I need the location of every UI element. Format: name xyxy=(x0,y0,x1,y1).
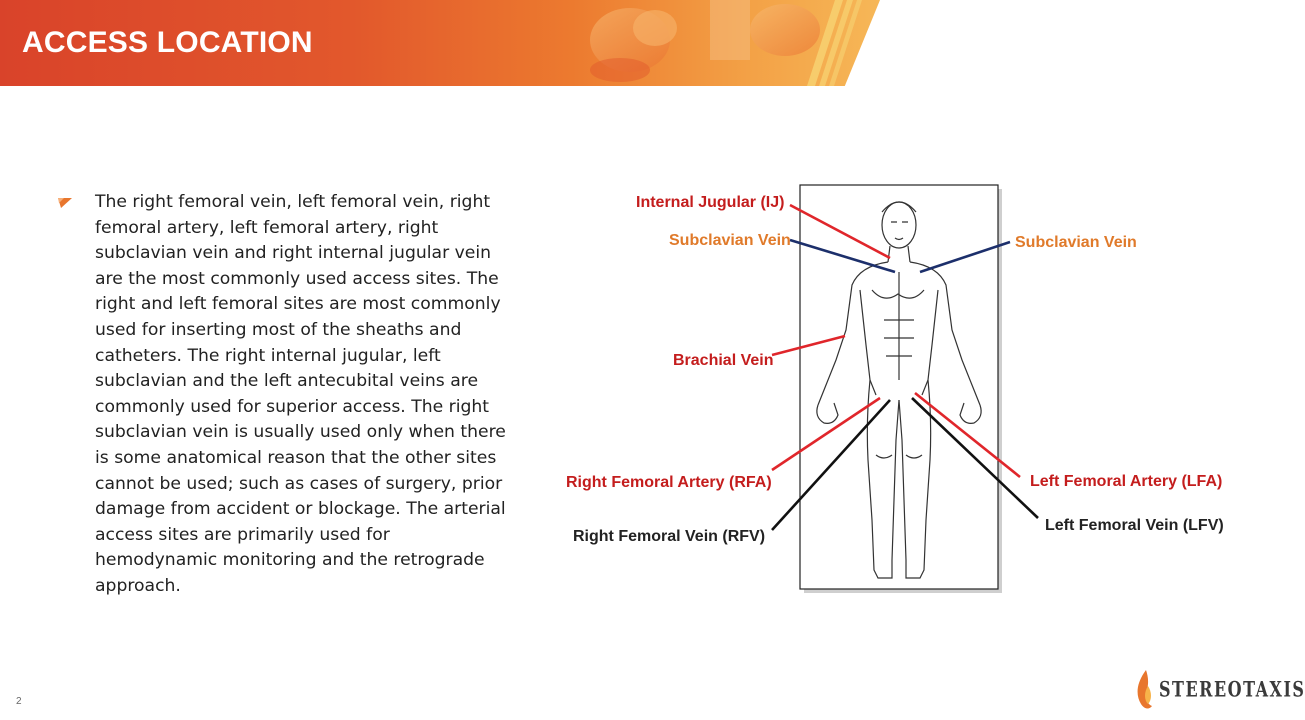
label-rfv: Right Femoral Vein (RFV) xyxy=(573,528,766,545)
logo-flame-icon xyxy=(1133,668,1159,712)
label-rfa: Right Femoral Artery (RFA) xyxy=(566,474,772,491)
access-sites-diagram xyxy=(560,180,1240,600)
body-paragraph: The right femoral vein, left femoral vein, right femoral artery, left femoral artery, right subclavian vein and right internal jugular vein are the most commonly used access sites. The right and left femoral sites are most commonly used for inserting most of the sheaths and catheters. The right internal jugular, left subclavian and the left antecubital veins are commonly used for superior access. The right subclavian vein is usually used only when there is some anatomical reason that the other sites cannot be used; such as cases of surgery, prior damage from accident or blockage. The arterial access sites are primarily used for hemodynamic monitoring and the retrograde approach. xyxy=(95,192,506,596)
header-robot-image xyxy=(560,0,880,86)
label-brachial-vein: Brachial Vein xyxy=(673,352,774,369)
slide-header xyxy=(0,0,1280,86)
label-subclavian-vein-left: Subclavian Vein xyxy=(669,232,791,249)
label-lfa: Left Femoral Artery (LFA) xyxy=(1030,473,1223,490)
slide-title: ACCESS LOCATION xyxy=(22,26,313,59)
label-internal-jugular: Internal Jugular (IJ) xyxy=(636,194,785,211)
bullet-icon xyxy=(58,198,72,208)
label-subclavian-vein-right: Subclavian Vein xyxy=(1015,234,1137,251)
page-number: 2 xyxy=(16,696,22,707)
figure-frame xyxy=(800,185,998,589)
label-lfv: Left Femoral Vein (LFV) xyxy=(1045,517,1224,534)
logo-text: STEREOTAXIS xyxy=(1159,676,1305,702)
company-logo xyxy=(1133,668,1305,712)
